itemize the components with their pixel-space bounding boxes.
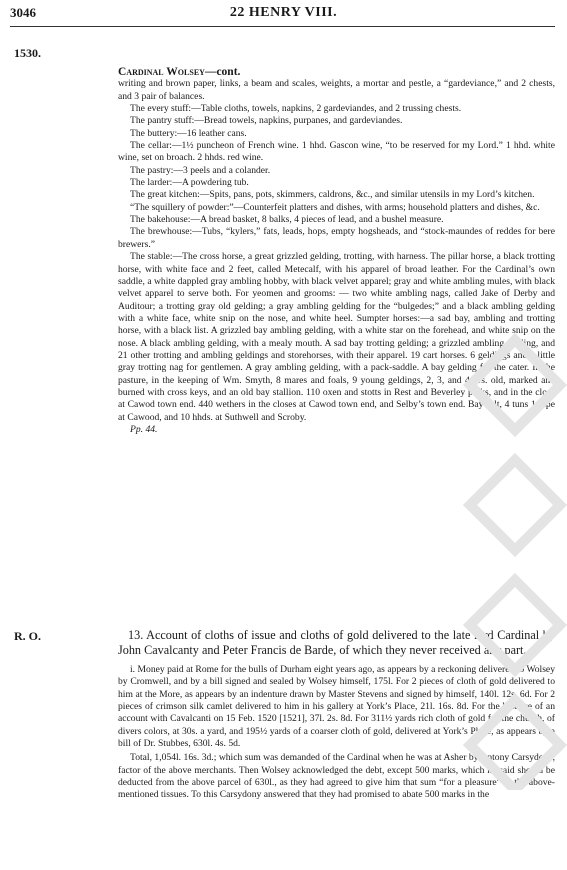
watermark-diamond <box>470 460 560 550</box>
entry-subheading <box>118 66 555 78</box>
header-rule <box>10 26 555 27</box>
page-number: 3046 <box>10 5 36 20</box>
entry-title: 13. Account of cloths of issue and cloths of gold delivered to the late lord Cardinal by John Cavalcanty and Peter Francis de Barde, of which they never received any part. <box>118 628 555 658</box>
account-paragraph: Total, 1,054l. 16s. 3d.; which sum was demanded of the Cardinal when he was at Asher by Antony Carsydony, factor of the above merchants. Then Wolsey acknowledged the debt, except 500 marks, which he said should be deducted from the above parcel of 630l., as they had agreed to give him that sum “for a pleasure” in the above-mentioned tissues. To this Carsydony answered that they had promised to abate 500 marks in the <box>118 752 555 801</box>
inventory-line: The pastry:—3 peels and a colander. <box>130 164 271 176</box>
inventory-line: The bakehouse:—A bread basket, 8 balks, 4 pieces of lead, and a bushel measure. <box>130 214 444 226</box>
inventory-line: The stable:—The cross horse, a great grizzled gelding, trotting, with harness. The pillar horse, a black trotting horse, with white face and 2 feet, called Metecalf, with his apparel of broad leather. For the Cardinal’s own saddle, a white dappled gray ambling hobby, with black velvet apparel; gray and white ambling mules, with black velvet apparel to serve both. For yeomen and grooms: — two white ambling nags, called Jake of Derby and Auditour; a trotting gray old gelding; a gray ambling gelding for the “bulgedes;” and a black ambling gelding with a white face, white snip on the nose, and white heel. Sumpter horses:—a sad bay, ambling and trotting horse, with a black list. A grizzled bay ambling gelding, with a white star on the forehead, and white snip on the nose. A black ambling gelding, with a mealy mouth. A sad bay trotting gelding; a grizzled ambling gelding, and 21 other trotting and ambling geldings and storehorses, with their apparel. 19 cart horses. 6 geldings and a little gray trotting nag for gentlemen. A gray ambling gelding, with a pack-saddle. A bay gelding for the cater. In the pasture, in the keeping of Wm. Smyth, 8 mares and foals, 9 young geldings, 2, 3, and 4 yrs. old, marked and burned with cross keys, and an old bay stallion. 110 oxen and stotts in Rest and Beverley parks, and in the close at Cawod town end. 440 wethers in the closes at Cawod town end, and Selby’s town end. Bay salt, 4 tuns 1 pipe at Cawood, and 10 hhds. at Suthwell and Scroby. <box>118 251 555 423</box>
entry-13 <box>118 628 555 802</box>
inventory-line: The buttery:—16 leather cans. <box>130 127 247 139</box>
inventory-line: The pantry stuff:—Bread towels, napkins, purpanes, and gardeviandes. <box>130 115 403 127</box>
inventory-line: The every stuff:—Table cloths, towels, napkins, 2 gardeviandes, and 2 trussing chests. <box>130 103 462 115</box>
inventory-line: The brewhouse:—Tubs, “kylers,” fats, leads, hops, empty hogsheads, and “stock-maundes of reddes for bere brewers.” <box>118 226 555 250</box>
subheading-suffix: —cont. <box>204 66 241 78</box>
inventory-line: The larder:—A powdering tub. <box>130 177 249 189</box>
inventory-line: The great kitchen:—Spits, pans, pots, skimmers, caldrons, &c., and similar utensils in my Lord’s kitchen. <box>130 189 535 201</box>
inventory-line: writing and brown paper, links, a beam and scales, weights, a mortar and pestle, a “gardeviance,” and 2 chests, and 3 pair of balances. <box>118 78 555 102</box>
page-count: Pp. 44. <box>130 423 158 435</box>
inventory-line: The cellar:—1½ puncheon of French wine. 1 hhd. Gascon wine, “to be reserved for my Lord.” 1 hhd. white wine, set on broach. 2 hhds. red wine. <box>118 140 555 164</box>
margin-record-office: R. O. <box>14 629 41 643</box>
margin-year: 1530. <box>14 46 41 60</box>
running-title: 22 HENRY VIII. <box>229 5 338 20</box>
account-paragraph: i. Money paid at Rome for the bulls of Durham eight years ago, as appears by a reckoning delivered to Wolsey by Cromwell, and by a bill signed and sealed by Wolsey himself, 175l. For 2 pieces of cloth of gold delivered to him at the More, as appears by an indenture drawn by Master Stevens and signed by himself, 140l. 12s. 6d. For 2 pieces of crimson silk camlet delivered to him in his gallery at York’s Place, 21l. 16s. 8d. For the balance of an account with Cavalcanti on 15 Feb. 1520 [1521], 37l. 2s. 8d. For 311½ yards rich cloth of gold for the church, of divers colors, at 30s. a yard, and 195½ yards of a coarser cloth of gold, delivered at York’s Place, as appears by a bill of Dr. Stubbes, 630l. 4s. 5d. <box>118 663 555 749</box>
entry-12 <box>118 66 555 436</box>
inventory-line: “The squillery of powder:”—Counterfeit platters and dishes, with arms; household platters and dishes, &c. <box>130 201 540 213</box>
subheading-name: Cardinal Wolsey <box>118 66 205 78</box>
